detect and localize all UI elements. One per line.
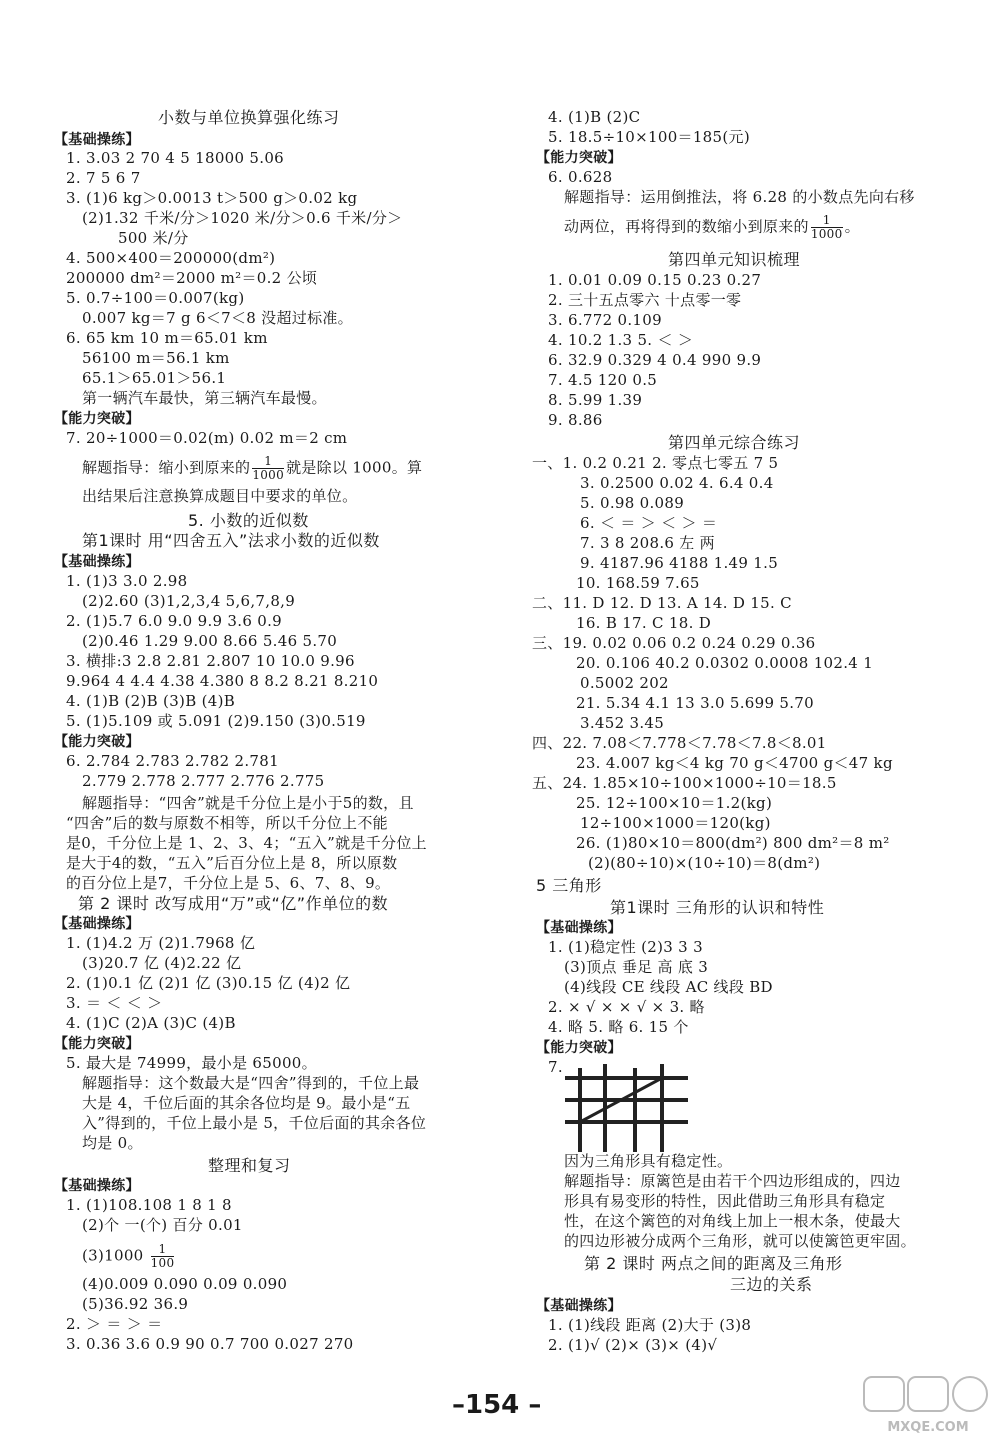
left-text-line: 5. 0.7÷100＝0.007(kg) [66,289,245,307]
left-text-line: 5. (1)5.109 或 5.091 (2)9.150 (3)0.519 [66,712,366,730]
left-text-line: 6. 2.784 2.783 2.782 2.781 [66,752,279,770]
right-text-line: 4. 略 5. 略 6. 15 个 [548,1018,689,1036]
left-text-line: 65.1＞65.01＞56.1 [82,369,227,387]
left-text-line: (2)1.32 千米/分＞1020 米/分＞0.6 千米/分＞ [82,209,403,227]
right-text-line: 三、19. 0.02 0.06 0.2 0.24 0.29 0.36 [532,634,816,652]
fraction: $\frac{1}{1000}$ [810,213,843,241]
right-text-line: 3. 0.2500 0.02 4. 6.4 0.4 [580,474,774,492]
right-text-line: 9. 8.86 [548,411,603,429]
left-text-line: 0.007 kg＝7 g 6＜7＜8 没超过标准。 [82,309,353,327]
left-text-line: 【基础操练】 [54,554,140,570]
left-text-line: 【基础操练】 [54,132,140,148]
left-text-line: 小数与单位换算强化练习 [158,108,340,127]
right-text-line: 7. [548,1058,563,1076]
right-text-line: 五、24. 1.85×10÷100×1000÷10＝18.5 [532,774,837,792]
page-number: –154 – [452,1390,542,1420]
left-text-line: 4. (1)C (2)A (3)C (4)B [66,1014,236,1032]
right-text-line: 5 三角形 [536,876,602,895]
right-text-line: 8. 5.99 1.39 [548,391,643,409]
right-text-line: 动两位，再将得到的数缩小到原来的 $\frac{1}{1000}$ 。 [564,213,860,241]
left-text-line: 3. 横排:3 2.8 2.81 2.807 10 10.0 9.96 [66,652,355,670]
right-text-line: 第四单元综合练习 [668,433,801,452]
right-text-line: 第四单元知识梳理 [668,250,801,269]
right-text-line: 6. 0.628 [548,168,613,186]
right-text-line: 16. B 17. C 18. D [576,614,712,632]
left-text-line: 2. 7 5 6 7 [66,169,141,187]
left-text-line: 第一辆汽车最快，第三辆汽车最慢。 [82,389,327,407]
left-text-line: 6. 65 km 10 m＝65.01 km [66,329,268,347]
right-text-line: 一、1. 0.2 0.21 2. 零点七零五 7 5 [532,454,779,472]
right-text-line: 【基础操练】 [536,1298,622,1314]
left-text-line: 【能力突破】 [54,1036,140,1052]
right-text-line: 7. 4.5 120 0.5 [548,371,658,389]
left-text-line: 整理和复习 [208,1156,291,1175]
left-text-line: “四舍”后的数与原数不相等，所以千分位上不能 [66,814,388,832]
left-text-line: 3. ＝ ＜ ＜ ＞ [66,994,163,1012]
left-text-line: (2)2.60 (3)1,2,3,4 5,6,7,8,9 [82,592,296,610]
left-text-line: 是大于4的数，“五入”后百分位上是 8，所以原数 [66,854,398,872]
left-text-line: 大是 4，千位后面的其余各位均是 9。最小是“五 [82,1094,411,1112]
left-text-line: 【基础操练】 [54,1178,140,1194]
left-text-line: 第1课时 用“四舍五入”法求小数的近似数 [82,531,380,550]
left-text-line: 2.779 2.778 2.777 2.776 2.775 [82,772,325,790]
left-text-line: 解题指导：“四舍”就是千分位上是小于5的数，且 [82,794,414,812]
right-text-line: 6. 32.9 0.329 4 0.4 990 9.9 [548,351,762,369]
right-text-line: 4. 10.2 1.3 5. ＜ ＞ [548,331,694,349]
left-text-line: 5. 最大是 74999，最小是 65000。 [66,1054,317,1072]
right-text-line: 6. ＜ ＝ ＞ ＜ ＞ ＝ [580,514,718,532]
right-text-line: (3)顶点 垂足 高 底 3 [564,958,709,976]
right-text-line: 二、11. D 12. D 13. A 14. D 15. C [532,594,792,612]
left-text-line: 9.964 4 4.4 4.38 4.380 8 8.2 8.21 8.210 [66,672,379,690]
left-text-line: (2)0.46 1.29 9.00 8.66 5.46 5.70 [82,632,338,650]
right-text-line: 25. 12÷100×10＝1.2(kg) [576,794,773,812]
watermark-logo [862,1375,994,1437]
left-text-line: 4. 500×400＝200000(dm²) [66,249,276,267]
right-text-line: 3.452 3.45 [580,714,665,732]
left-text-line: 4. (1)B (2)B (3)B (4)B [66,692,236,710]
fraction: $\frac{1}{100}$ [150,1242,175,1270]
left-text-line: 56100 m＝56.1 km [82,349,230,367]
left-text-line: 5. 小数的近似数 [188,511,309,530]
left-text-line: 出结果后注意换算成题目中要求的单位。 [82,487,358,505]
fence-diagram [560,1060,690,1155]
left-text-line: 500 米/分 [118,229,189,247]
left-text-line: (3)1000 $\frac{1}{100}$ [82,1242,175,1270]
right-text-line: 解题指导：原篱笆是由若干个四边形组成的，四边 [564,1172,901,1190]
left-text-line: 7. 20÷1000＝0.02(m) 0.02 m＝2 cm [66,429,348,447]
left-text-line: 第 2 课时 改写成用“万”或“亿”作单位的数 [78,894,389,913]
right-text-line: 5. 0.98 0.089 [580,494,685,512]
right-text-line: (2)(80÷10)×(10÷10)＝8(dm²) [588,854,821,872]
right-text-line: 23. 4.007 kg＜4 kg 70 g＜4700 g＜47 kg [576,754,893,772]
right-text-line: 【能力突破】 [536,150,622,166]
right-text-line: 【基础操练】 [536,920,622,936]
left-text-line: 是0，千分位上是 1、2、3、4；“五入”就是千分位上 [66,834,427,852]
right-text-line: 【能力突破】 [536,1040,622,1056]
right-text-line: 三边的关系 [730,1275,813,1294]
left-text-line: (3)20.7 亿 (4)2.22 亿 [82,954,242,972]
left-text-line: 1. (1)3 3.0 2.98 [66,572,188,590]
right-text-line: 2. (1)√ (2)× (3)× (4)√ [548,1336,718,1354]
right-text-line: 2. × √ × × √ × 3. 略 [548,998,705,1016]
right-text-line: 1. (1)线段 距离 (2)大于 (3)8 [548,1316,752,1334]
right-text-line: 7. 3 8 208.6 左 两 [580,534,715,552]
left-text-line: 1. 3.03 2 70 4 5 18000 5.06 [66,149,285,167]
left-text-line: 2. ＞ ＝ ＞ ＝ [66,1315,163,1333]
right-text-line: 四、22. 7.08＜7.778＜7.78＜7.8＜8.01 [532,734,827,752]
right-text-line: 第1课时 三角形的认识和特性 [610,898,825,917]
left-text-line: 【能力突破】 [54,734,140,750]
left-text-line: 3. (1)6 kg＞0.0013 t＞500 g＞0.02 kg [66,189,358,207]
left-text-line: 入”得到的，千位上最小是 5，千位后面的其余各位 [82,1114,427,1132]
right-text-line: 9. 4187.96 4188 1.49 1.5 [580,554,779,572]
left-text-line: 2. (1)0.1 亿 (2)1 亿 (3)0.15 亿 (4)2 亿 [66,974,351,992]
right-text-line: 12÷100×1000＝120(kg) [580,814,771,832]
left-text-line: 3. 0.36 3.6 0.9 90 0.7 700 0.027 270 [66,1335,354,1353]
right-text-line: 形具有易变形的特性，因此借助三角形具有稳定 [564,1192,886,1210]
right-text-line: 第 2 课时 两点之间的距离及三角形 [584,1254,843,1273]
left-text-line: 的百分位上是7，千分位上是 5、6、7、8、9。 [66,874,391,892]
left-text-line: 【基础操练】 [54,916,140,932]
left-text-line: 2. (1)5.7 6.0 9.0 9.9 3.6 0.9 [66,612,282,630]
left-text-line: 均是 0。 [82,1134,143,1152]
right-text-line: 20. 0.106 40.2 0.0302 0.0008 102.4 1 [576,654,874,672]
right-text-line: 解题指导：运用倒推法，将 6.28 的小数点先向右移 [564,188,915,206]
left-text-line: 1. (1)4.2 万 (2)1.7968 亿 [66,934,256,952]
right-text-line: 3. 6.772 0.109 [548,311,662,329]
right-text-line: 1. (1)稳定性 (2)3 3 3 [548,938,703,956]
right-text-line: 的四边形被分成两个三角形，就可以使篱笆更牢固。 [564,1232,916,1250]
right-text-line: 21. 5.34 4.1 13 3.0 5.699 5.70 [576,694,814,712]
right-text-line: 因为三角形具有稳定性。 [564,1152,733,1170]
left-text-line: (4)0.009 0.090 0.09 0.090 [82,1275,288,1293]
left-text-line: (5)36.92 36.9 [82,1295,189,1313]
right-text-line: 性，在这个篱笆的对角线上加上一根木条，使最大 [564,1212,901,1230]
right-text-line: 10. 168.59 7.65 [576,574,700,592]
left-text-line: 解题指导：这个数最大是“四舍”得到的，千位上最 [82,1074,420,1092]
right-text-line: 2. 三十五点零六 十点零一零 [548,291,742,309]
right-text-line: 26. (1)80×10＝800(dm²) 800 dm²＝8 m² [576,834,890,852]
right-text-line: 0.5002 202 [580,674,669,692]
left-text-line: 1. (1)108.108 1 8 1 8 [66,1196,232,1214]
right-text-line: (4)线段 CE 线段 AC 线段 BD [564,978,773,996]
right-text-line: 5. 18.5÷10×100＝185(元) [548,128,750,146]
left-text-line: (2)个 一(个) 百分 0.01 [82,1216,243,1234]
fraction: $\frac{1}{1000}$ [252,454,285,482]
left-text-line: 【能力突破】 [54,411,140,427]
left-text-line: 200000 dm²＝2000 m²＝0.2 公顷 [66,269,318,287]
svg-text:MXQE.COM: MXQE.COM [887,1420,969,1435]
left-text-line: 解题指导：缩小到原来的 $\frac{1}{1000}$ 就是除以 1000。算 [82,454,423,482]
right-text-line: 4. (1)B (2)C [548,108,641,126]
right-text-line: 1. 0.01 0.09 0.15 0.23 0.27 [548,271,762,289]
